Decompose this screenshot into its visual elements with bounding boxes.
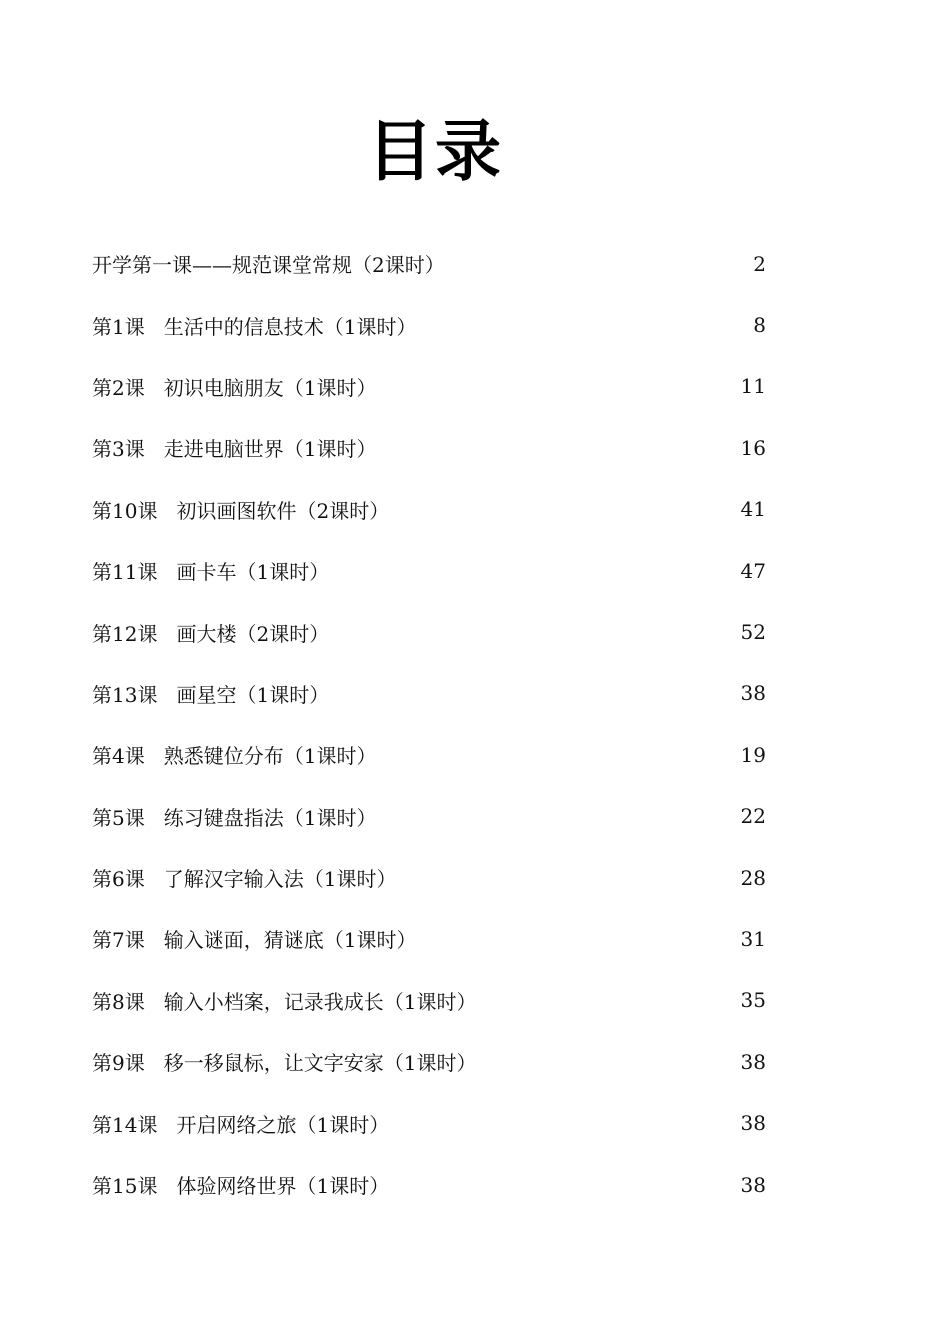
toc-entry-page: 38	[740, 1111, 766, 1136]
toc-entry-title: 第4课 熟悉键位分布（1课时）	[92, 744, 377, 769]
toc-entry-title: 开学第一课——规范课堂常规（2课时）	[92, 253, 445, 278]
toc-entry	[92, 724, 766, 785]
toc-entry-page: 41	[740, 497, 766, 522]
toc-entry-title: 第2课 初识电脑朋友（1课时）	[92, 375, 377, 400]
toc-entry-title: 第9课 移一移鼠标，让文字安家（1课时）	[92, 1051, 477, 1076]
toc-entry	[92, 1154, 766, 1215]
toc-entry	[92, 1092, 766, 1153]
toc-entry	[92, 908, 766, 969]
toc-entry-page: 38	[740, 1172, 766, 1197]
toc-entry-title: 第15课 体验网络世界（1课时）	[92, 1174, 390, 1199]
toc-entry-page: 8	[753, 313, 766, 338]
toc-entry-title: 第13课 画星空（1课时）	[92, 682, 330, 707]
toc-entry-page: 11	[740, 374, 766, 399]
toc-entry-page: 19	[740, 742, 766, 767]
toc-entry	[92, 1031, 766, 1092]
toc-entry-page: 52	[740, 620, 766, 645]
toc-entry-title: 第5课 练习键盘指法（1课时）	[92, 805, 377, 830]
toc-entry-page: 28	[740, 865, 766, 890]
toc-entry-title: 第12课 画大楼（2课时）	[92, 621, 330, 646]
toc-entry-title: 第7课 输入谜面，猜谜底（1课时）	[92, 928, 417, 953]
toc-entry-page: 22	[740, 804, 766, 829]
page-title: 目录	[367, 113, 503, 190]
toc-entry-page: 35	[740, 988, 766, 1013]
toc-entry-title: 第1课 生活中的信息技术（1课时）	[92, 314, 417, 339]
toc-entry	[92, 417, 766, 478]
toc-entry-page: 16	[740, 435, 766, 460]
toc-entry	[92, 540, 766, 601]
toc-entry-title: 第8课 输入小档案，记录我成长（1课时）	[92, 989, 477, 1014]
toc-entry-page: 38	[740, 681, 766, 706]
toc-entry	[92, 601, 766, 662]
toc-entry-title: 第3课 走进电脑世界（1课时）	[92, 437, 377, 462]
toc-entry	[92, 847, 766, 908]
toc-entry	[92, 663, 766, 724]
toc-entry	[92, 294, 766, 355]
toc-entry-title: 第6课 了解汉字输入法（1课时）	[92, 867, 397, 892]
toc-entry-page: 31	[740, 926, 766, 951]
toc-entry	[92, 970, 766, 1031]
toc-entry	[92, 233, 766, 294]
toc-entry-title: 第14课 开启网络之旅（1课时）	[92, 1112, 390, 1137]
toc-entry-title: 第10课 初识画图软件（2课时）	[92, 498, 390, 523]
toc-entry-page: 47	[740, 558, 766, 583]
toc-entry-title: 第11课 画卡车（1课时）	[92, 560, 330, 585]
toc-entry	[92, 786, 766, 847]
toc-entry	[92, 479, 766, 540]
toc-entry	[92, 356, 766, 417]
toc-entry-page: 38	[740, 1049, 766, 1074]
toc-list	[92, 233, 766, 1215]
toc-entry-page: 2	[753, 251, 766, 276]
